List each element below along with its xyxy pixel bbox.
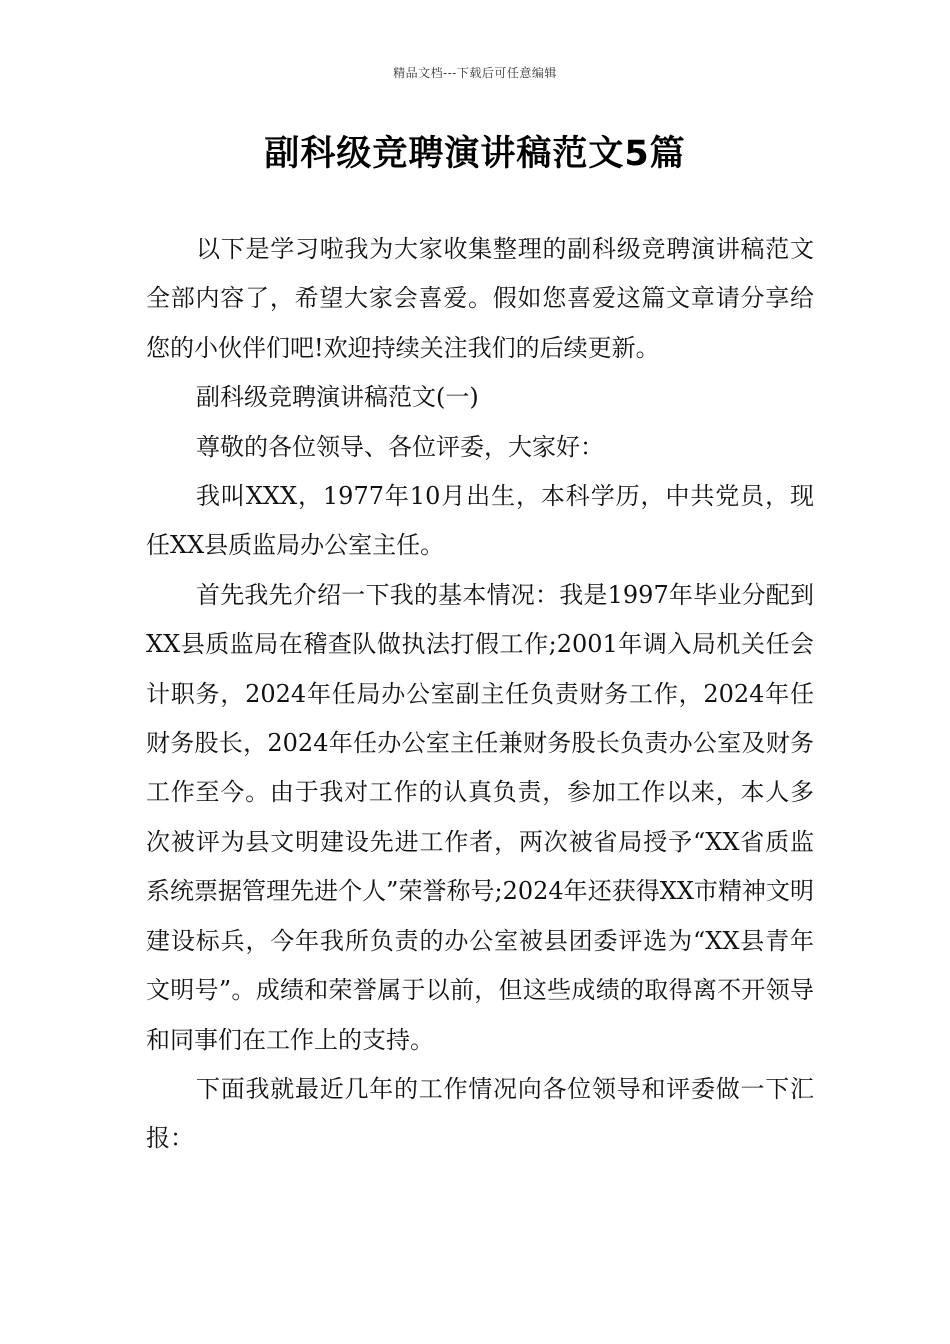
document-title: 副科级竞聘演讲稿范文5篇 xyxy=(264,134,686,174)
document-body xyxy=(146,225,814,1164)
paragraph-self-intro: 我叫XXX，1977年10月出生，本科学历，中共党员，现任XX县质监局办公室主任。 xyxy=(146,482,814,560)
paragraph-section-heading: 副科级竞聘演讲稿范文(一) xyxy=(196,383,479,412)
page-header-watermark: 精品文档---下载后可任意编辑 xyxy=(393,66,557,80)
paragraph-intro: 以下是学习啦我为大家收集整理的副科级竞聘演讲稿范文全部内容了，希望大家会喜爱。假如您喜爱这篇文章请分享给您的小伙伴们吧!欢迎持续关注我们的后续更新。 xyxy=(146,235,814,362)
paragraph-greeting: 尊敬的各位领导、各位评委，大家好： xyxy=(196,432,604,461)
paragraph-background: 首先我先介绍一下我的基本情况：我是1997年毕业分配到XX县质监局在稽查队做执法打假工作;2001年调入局机关任会计职务，2024年任局办公室副主任负责财务工作，2024年任财务股长，2024年任办公室主任兼财务股长负责办公室及财务工作至今。由于我对工作的认真负责，参加工作以来，本人多次被评为县文明建设先进工作者，两次被省局授予“XX省质监系统票据管理先进个人”荣誉称号;2024年还获得XX市精神文明建设标兵，今年我所负责的办公室被县团委评选为“XX县青年文明号”。成绩和荣誉属于以前，但这些成绩的取得离不开领导和同事们在工作上的支持。 xyxy=(146,580,814,1054)
paragraph-report-intro: 下面我就最近几年的工作情况向各位领导和评委做一下汇报： xyxy=(146,1074,814,1153)
